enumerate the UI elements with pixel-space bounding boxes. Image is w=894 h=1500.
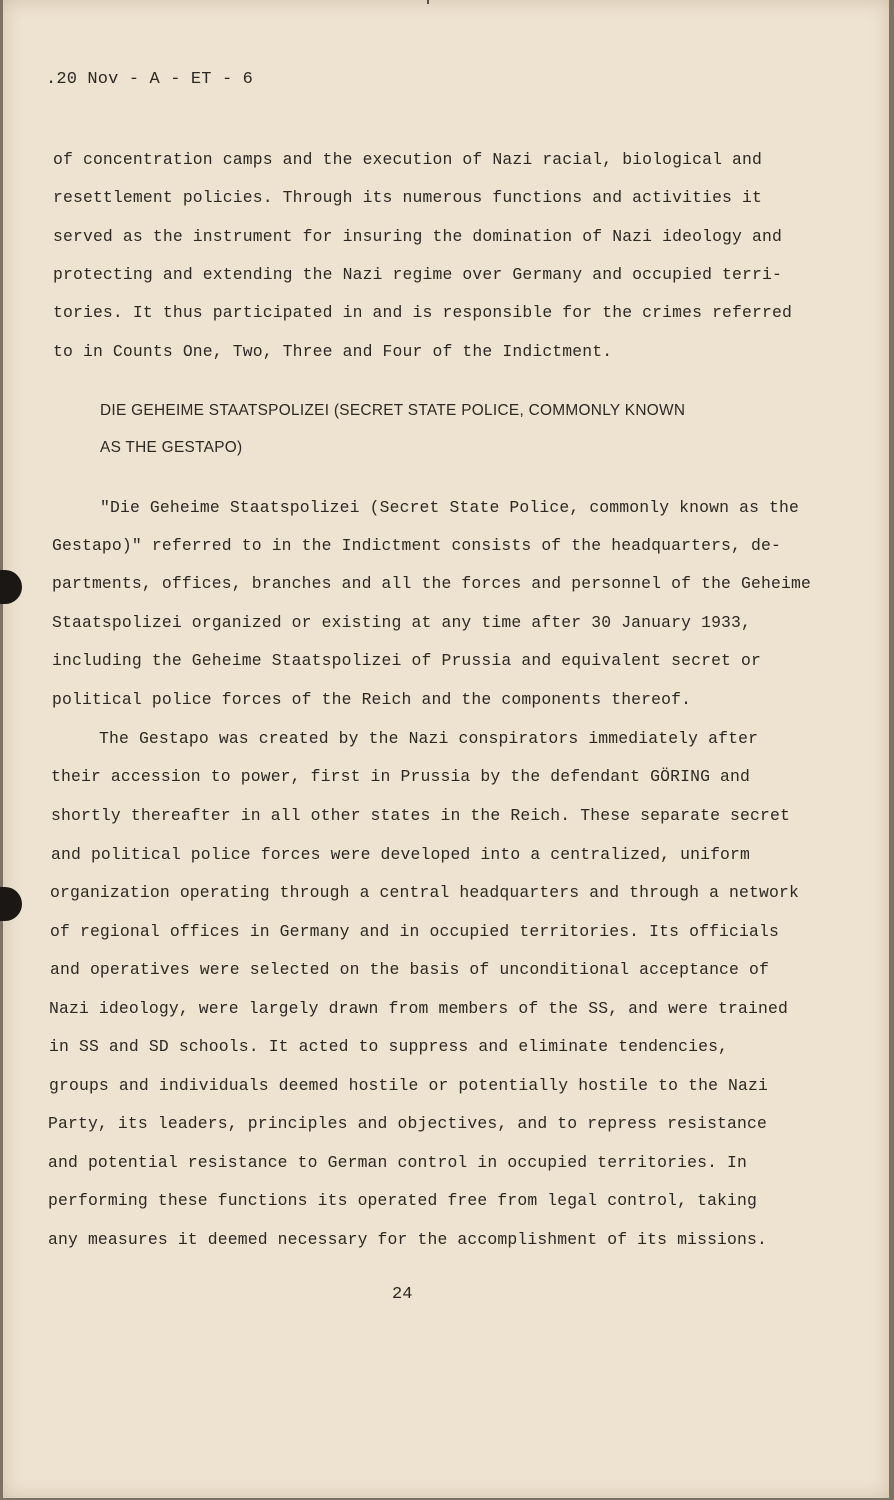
- paragraph-2-line: "Die Geheime Staatspolizei (Secret State Police, commonly known as the: [100, 498, 800, 517]
- punch-hole: [0, 887, 22, 921]
- paragraph-3-line: shortly thereafter in all other states in the Reich. These separate secret: [51, 806, 790, 825]
- paragraph-3-line: The Gestapo was created by the Nazi conspirators immediately after: [99, 729, 759, 748]
- paragraph-1-line: tories. It thus participated in and is responsible for the crimes referred: [53, 303, 792, 322]
- paragraph-3-line: Nazi ideology, were largely drawn from members of the SS, and were trained: [49, 999, 788, 1018]
- paragraph-2-line: partments, offices, branches and all the forces and personnel of the Geheime: [52, 574, 811, 593]
- paragraph-3-line: their accession to power, first in Prussia by the defendant GÖRING and: [51, 767, 751, 786]
- paragraph-3-line: organization operating through a central headquarters and through a network: [50, 883, 799, 902]
- document-header: .20 Nov - A - ET - 6: [46, 70, 254, 89]
- paragraph-1-line: of concentration camps and the execution of Nazi racial, biological and: [53, 150, 763, 169]
- section-heading-line: DIE GEHEIME STAATSPOLIZEI (SECRET STATE POLICE, COMMONLY KNOWN: [100, 402, 686, 419]
- paragraph-3-line: groups and individuals deemed hostile or potentially hostile to the Nazi: [49, 1076, 768, 1095]
- paragraph-3-line: Party, its leaders, principles and objectives, and to repress resistance: [48, 1114, 767, 1133]
- paragraph-1-line: protecting and extending the Nazi regime over Germany and occupied terri-: [53, 265, 782, 284]
- paragraph-3-line: in SS and SD schools. It acted to suppress and eliminate tendencies,: [49, 1037, 729, 1056]
- paragraph-3-line: and operatives were selected on the basis of unconditional acceptance of: [50, 960, 769, 979]
- paragraph-3-line: performing these functions its operated free from legal control, taking: [48, 1191, 758, 1210]
- paragraph-2-line: Staatspolizei organized or existing at any time after 30 January 1933,: [52, 613, 752, 632]
- paragraph-1-line: served as the instrument for insuring the domination of Nazi ideology and: [53, 227, 782, 246]
- paragraph-2-line: including the Geheime Staatspolizei of Prussia and equivalent secret or: [52, 651, 762, 670]
- paragraph-2-line: Gestapo)" referred to in the Indictment consists of the headquarters, de-: [52, 536, 781, 555]
- paper-mark: [427, 0, 429, 4]
- paragraph-1-line: to in Counts One, Two, Three and Four of the Indictment.: [53, 342, 613, 361]
- section-heading-line: AS THE GESTAPO): [100, 439, 243, 456]
- punch-hole: [0, 570, 22, 604]
- paragraph-3-line: any measures it deemed necessary for the accomplishment of its missions.: [48, 1230, 767, 1249]
- document-page: [3, 0, 889, 1498]
- paragraph-3-line: and political police forces were developed into a centralized, uniform: [51, 845, 751, 864]
- paragraph-3-line: and potential resistance to German control in occupied territories. In: [48, 1153, 748, 1172]
- paragraph-2-line: political police forces of the Reich and the components thereof.: [52, 690, 692, 709]
- paragraph-3-line: of regional offices in Germany and in occupied territories. Its officials: [50, 922, 779, 941]
- paragraph-1-line: resettlement policies. Through its numerous functions and activities it: [53, 188, 763, 207]
- page-number: 24: [392, 1285, 413, 1304]
